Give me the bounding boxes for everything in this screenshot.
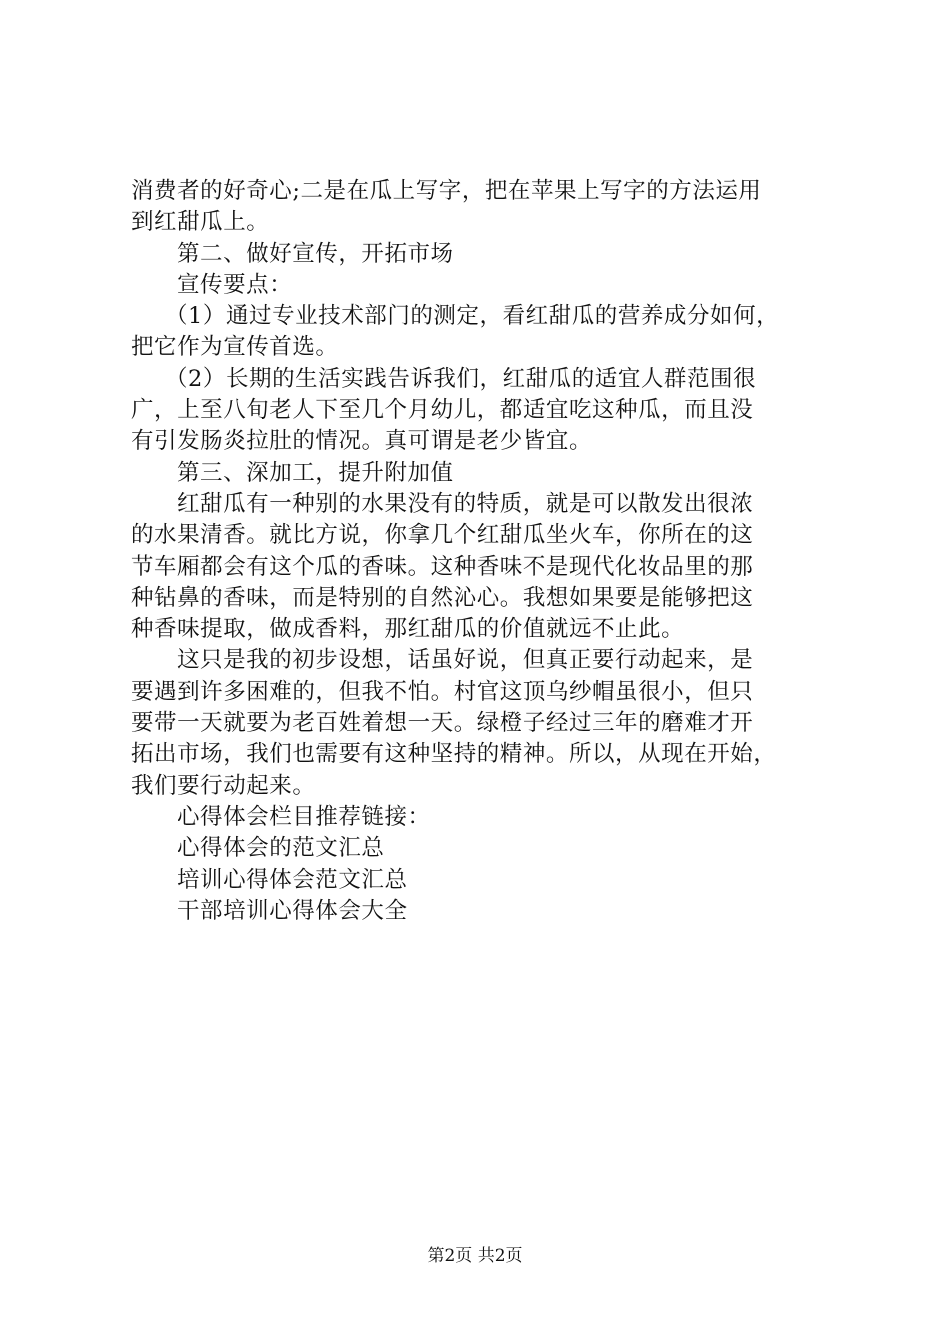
- paragraph-line: 我们要行动起来。: [131, 772, 316, 799]
- recommended-link[interactable]: 干部培训心得体会大全: [177, 897, 408, 924]
- paragraph-line: 到红甜瓜上。: [131, 209, 270, 236]
- paragraph-line: 宣传要点：: [177, 271, 293, 298]
- recommended-link[interactable]: 培训心得体会范文汇总: [177, 866, 408, 893]
- paragraph-line: 节车厢都会有这个瓜的香味。这种香味不是现代化妆品里的那: [131, 553, 754, 580]
- paragraph-line: 种香味提取，做成香料，那红甜瓜的价值就远不止此。: [131, 616, 685, 643]
- paragraph-line: 这只是我的初步设想，话虽好说，但真正要行动起来，是: [177, 647, 754, 674]
- section-heading: 第二、做好宣传，开拓市场: [177, 240, 454, 267]
- list-item: （1）通过专业技术部门的测定，看红甜瓜的营养成分如何，: [165, 303, 780, 330]
- paragraph-line: 有引发肠炎拉肚的情况。真可谓是老少皆宜。: [131, 428, 593, 455]
- paragraph-line: 种钻鼻的香味，而是特别的自然沁心。我想如果要是能够把这: [131, 584, 754, 611]
- paragraph-line: 消费者的好奇心;二是在瓜上写字，把在苹果上写字的方法运用: [131, 178, 762, 204]
- paragraph-line: 把它作为宣传首选。: [131, 334, 339, 361]
- recommended-link[interactable]: 心得体会的范文汇总: [177, 835, 385, 862]
- links-heading: 心得体会栏目推荐链接：: [177, 803, 431, 830]
- section-heading: 第三、深加工，提升附加值: [177, 459, 454, 486]
- paragraph-line: 要遇到许多困难的，但我不怕。村官这顶乌纱帽虽很小，但只: [131, 678, 754, 705]
- paragraph-line: 广，上至八旬老人下至几个月幼儿，都适宜吃这种瓜，而且没: [131, 397, 754, 424]
- list-item: （2）长期的生活实践告诉我们，红甜瓜的适宜人群范围很: [165, 365, 757, 392]
- page-footer: 第2页 共2页: [427, 1246, 523, 1266]
- paragraph-line: 的水果清香。就比方说，你拿几个红甜瓜坐火车，你所在的这: [131, 522, 754, 549]
- document-body: [131, 176, 831, 927]
- paragraph-line: 红甜瓜有一种别的水果没有的特质，就是可以散发出很浓: [177, 490, 754, 517]
- paragraph-line: 拓出市场，我们也需要有这种坚持的精神。所以，从现在开始，: [131, 741, 777, 768]
- paragraph-line: 要带一天就要为老百姓着想一天。绿橙子经过三年的磨难才开: [131, 710, 754, 737]
